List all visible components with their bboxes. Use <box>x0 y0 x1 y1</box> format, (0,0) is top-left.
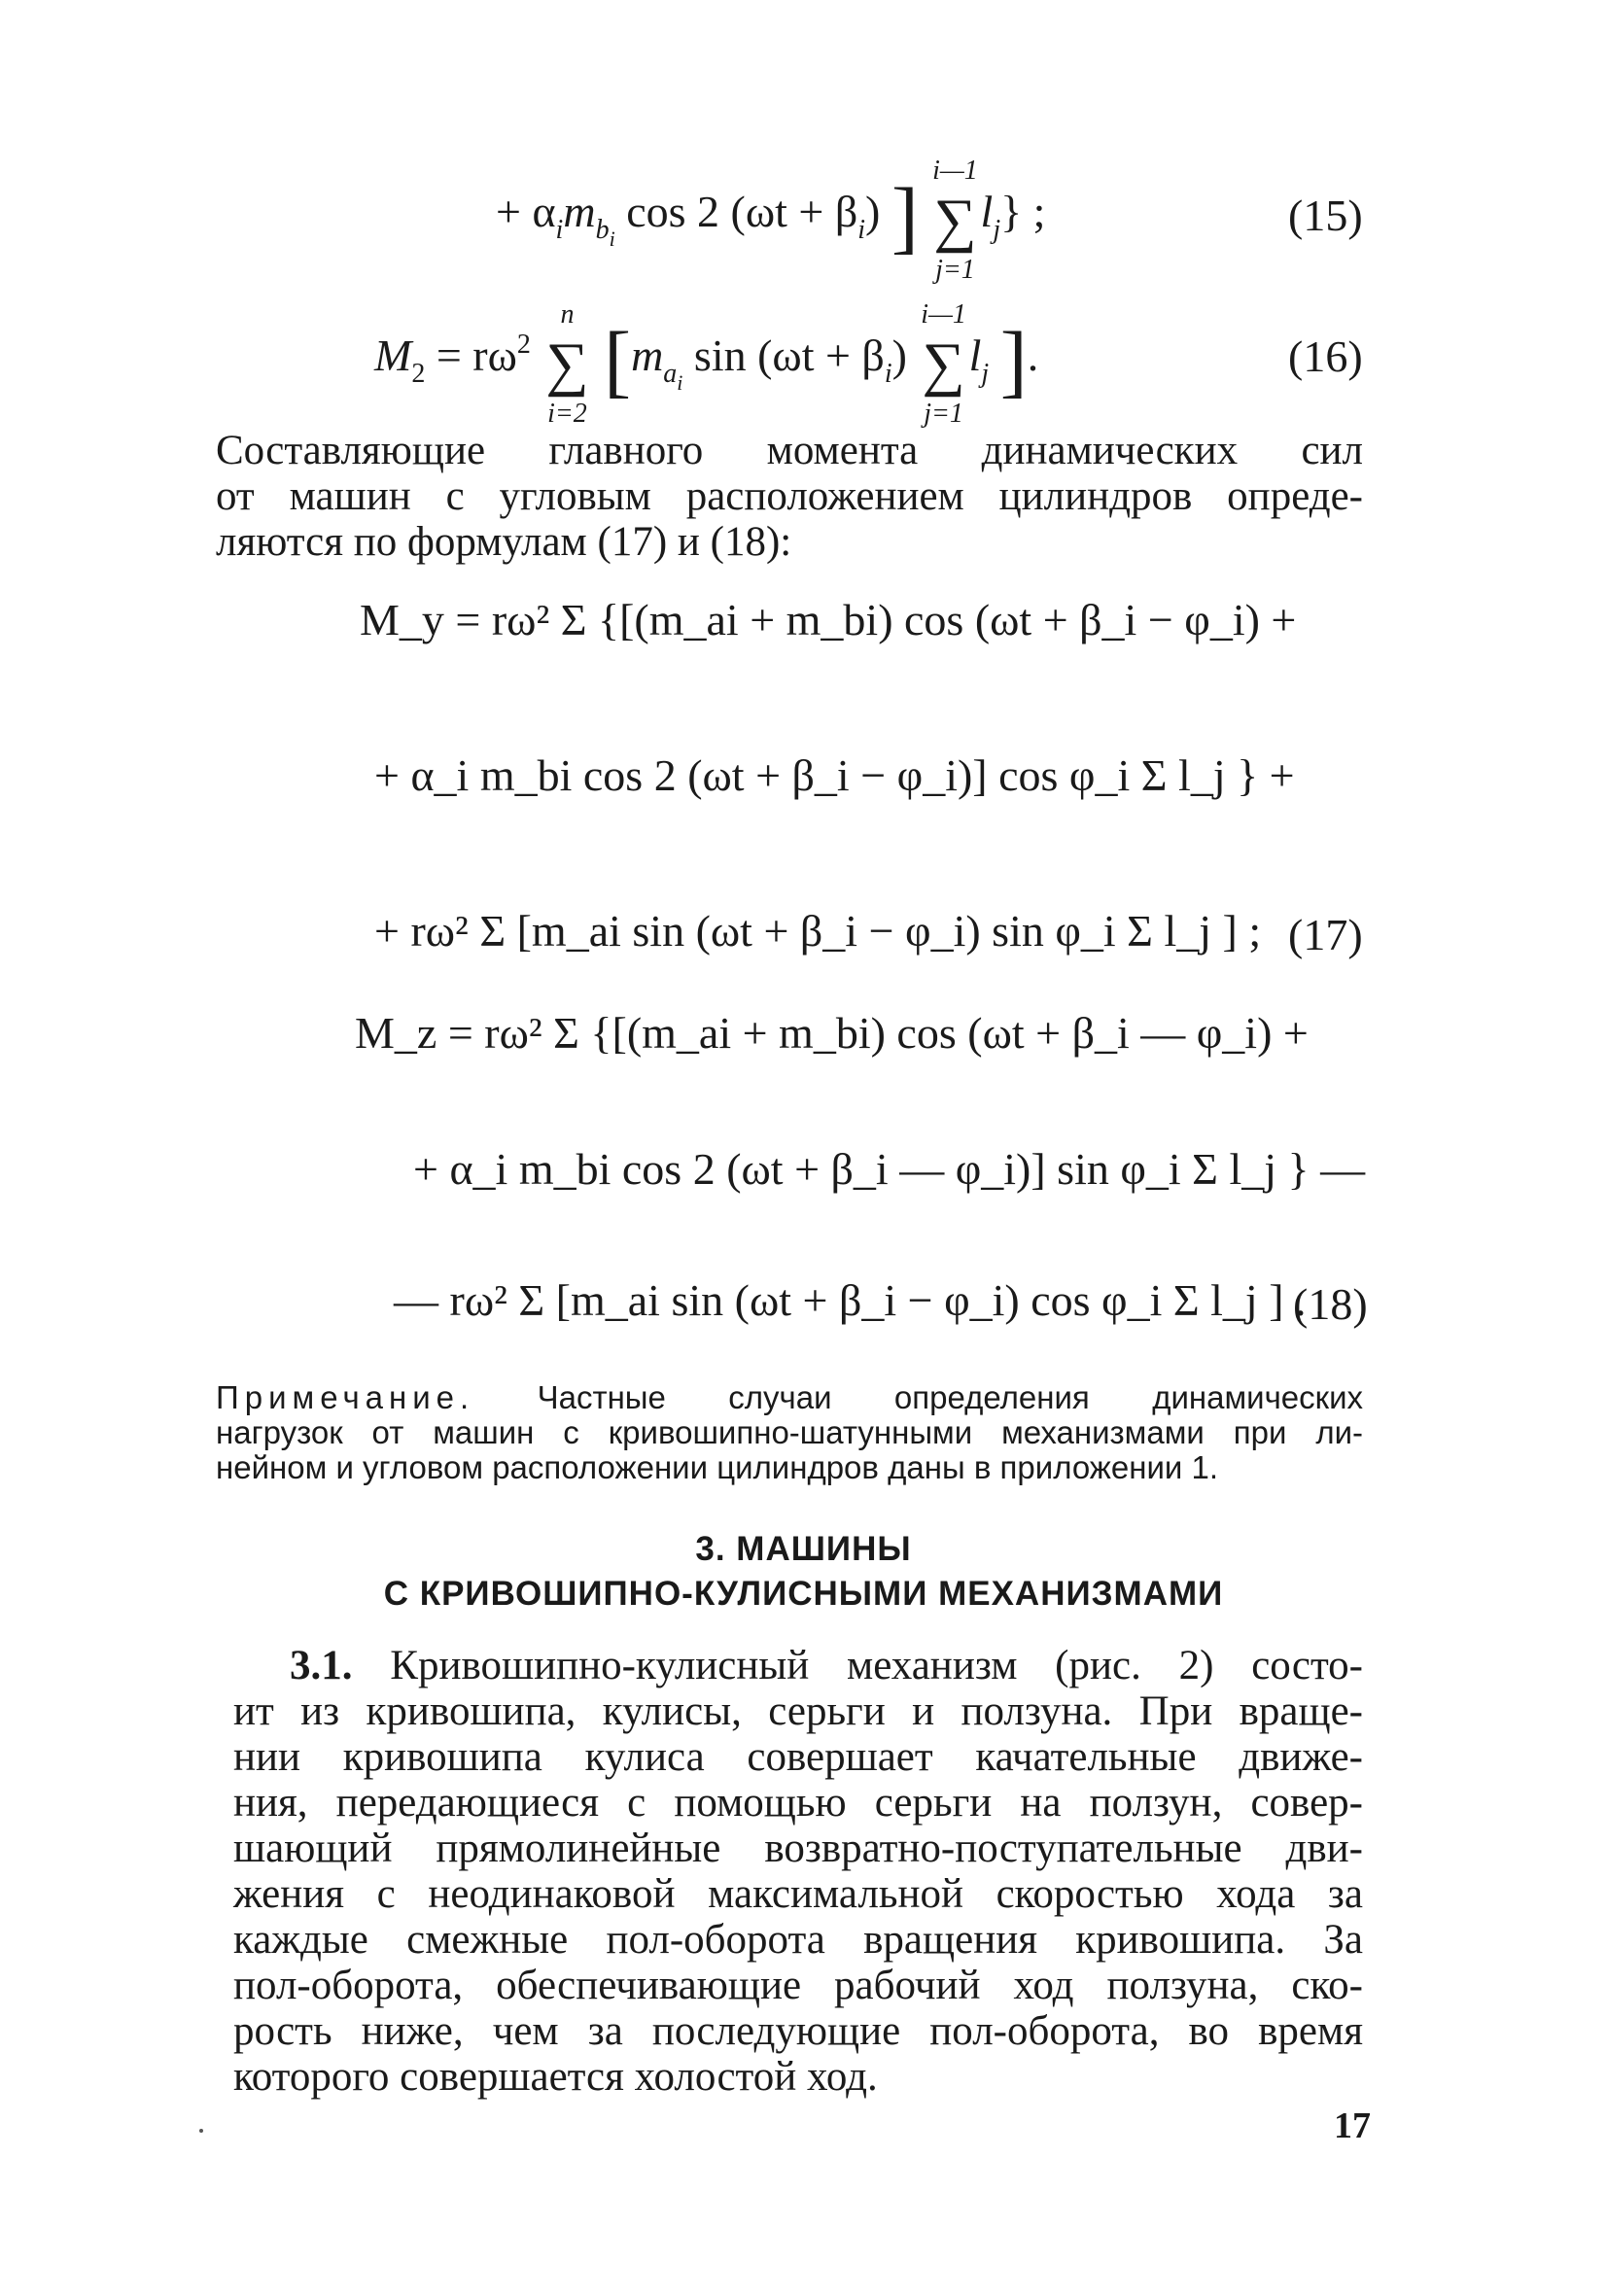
sum-symbol: ∑ i—1 j=1 <box>932 156 978 285</box>
equation-number-17: (17) <box>1288 910 1363 959</box>
note-label: Примечание. <box>216 1379 475 1415</box>
equation-15: + $\alpha_im_{bi}$ cos 2 $(\omega t + \beta_i)$ ] ∑ i—1 j=1 $l_j$} ; <box>496 156 1046 285</box>
equation-number-15: (15) <box>1288 191 1363 240</box>
equation-17-line-1: M_y = rω² Σ {[(m_ai + m_bi) cos (ωt + β_i − φ_i) + <box>360 595 1297 644</box>
equation-number-16: (16) <box>1288 331 1363 381</box>
sum-symbol: ∑ n i=2 <box>545 299 589 429</box>
footnote-remark: Примечание. Частные случаи определения динамических нагрузок от машин с кривошипно-шатунными механизмами при ли- нейном и угловом расположении цилиндров даны в приложении 1. <box>216 1379 1364 1485</box>
equation-18-line-2: + α_i m_bi cos 2 (ωt + β_i — φ_i)] sin φ_i Σ l_j } — <box>413 1144 1366 1194</box>
section-title-line-2: С КРИВОШИПНО-КУЛИСНЫМИ МЕХАНИЗМАМИ <box>383 1575 1224 1613</box>
sum-symbol: ∑ i—1 j=1 <box>921 299 966 429</box>
paragraph-3-1: 3.1. Кривошипно-кулисный механизм (рис. 2) состо- ит из кривошипа, кулисы, серьги и ползуна. При враще- нии кривошипа кулиса совершает качательные движе- ния, передающиеся с помощью серьги на ползун, совер- шающий прямолинейные возвратно-поступательные дви- жения с неодинаковой максимальной скоростью хода за каждые смежные пол-оборота вращения кривошипа. За пол-оборота, обеспечивающие рабочий ход ползуна, ско- рость ниже, чем за последующие пол-оборота, во время которого совершается холостой ход. <box>233 1643 1363 2100</box>
page-number: 17 <box>1334 2105 1371 2146</box>
clause-number: 3.1. <box>290 1643 353 1688</box>
equation-18-line-3: — rω² Σ [m_ai sin (ωt + β_i − φ_i) cos φ_i Σ l_j ] . <box>394 1275 1307 1325</box>
equation-18-line-1: M_z = rω² Σ {[(m_ai + m_bi) cos (ωt + β_i — φ_i) + <box>355 1008 1309 1058</box>
equation-16: $M_2 = r\omega^2$ ∑ n i=2 [$m_{ai}$ $\sin (\omega t + \beta_i)$ ∑ i—1 j=1 $l_j$ ]. <box>374 299 1039 429</box>
equation-number-18: (18) <box>1293 1279 1368 1329</box>
equation-17-line-2: + α_i m_bi cos 2 (ωt + β_i − φ_i)] cos φ_i Σ l_j } + <box>374 750 1295 800</box>
equation-17-line-3: + rω² Σ [m_ai sin (ωt + β_i − φ_i) sin φ_i Σ l_j ] ; <box>374 906 1262 956</box>
paragraph-dynamic-moment: Составляющие главного момента динамических сил от машин с угловым расположением цилиндров опреде- ляются по формулам (17) и (18): <box>216 428 1363 565</box>
print-speck <box>199 2129 203 2133</box>
section-title-line-1: 3. МАШИНЫ <box>695 1530 912 1568</box>
